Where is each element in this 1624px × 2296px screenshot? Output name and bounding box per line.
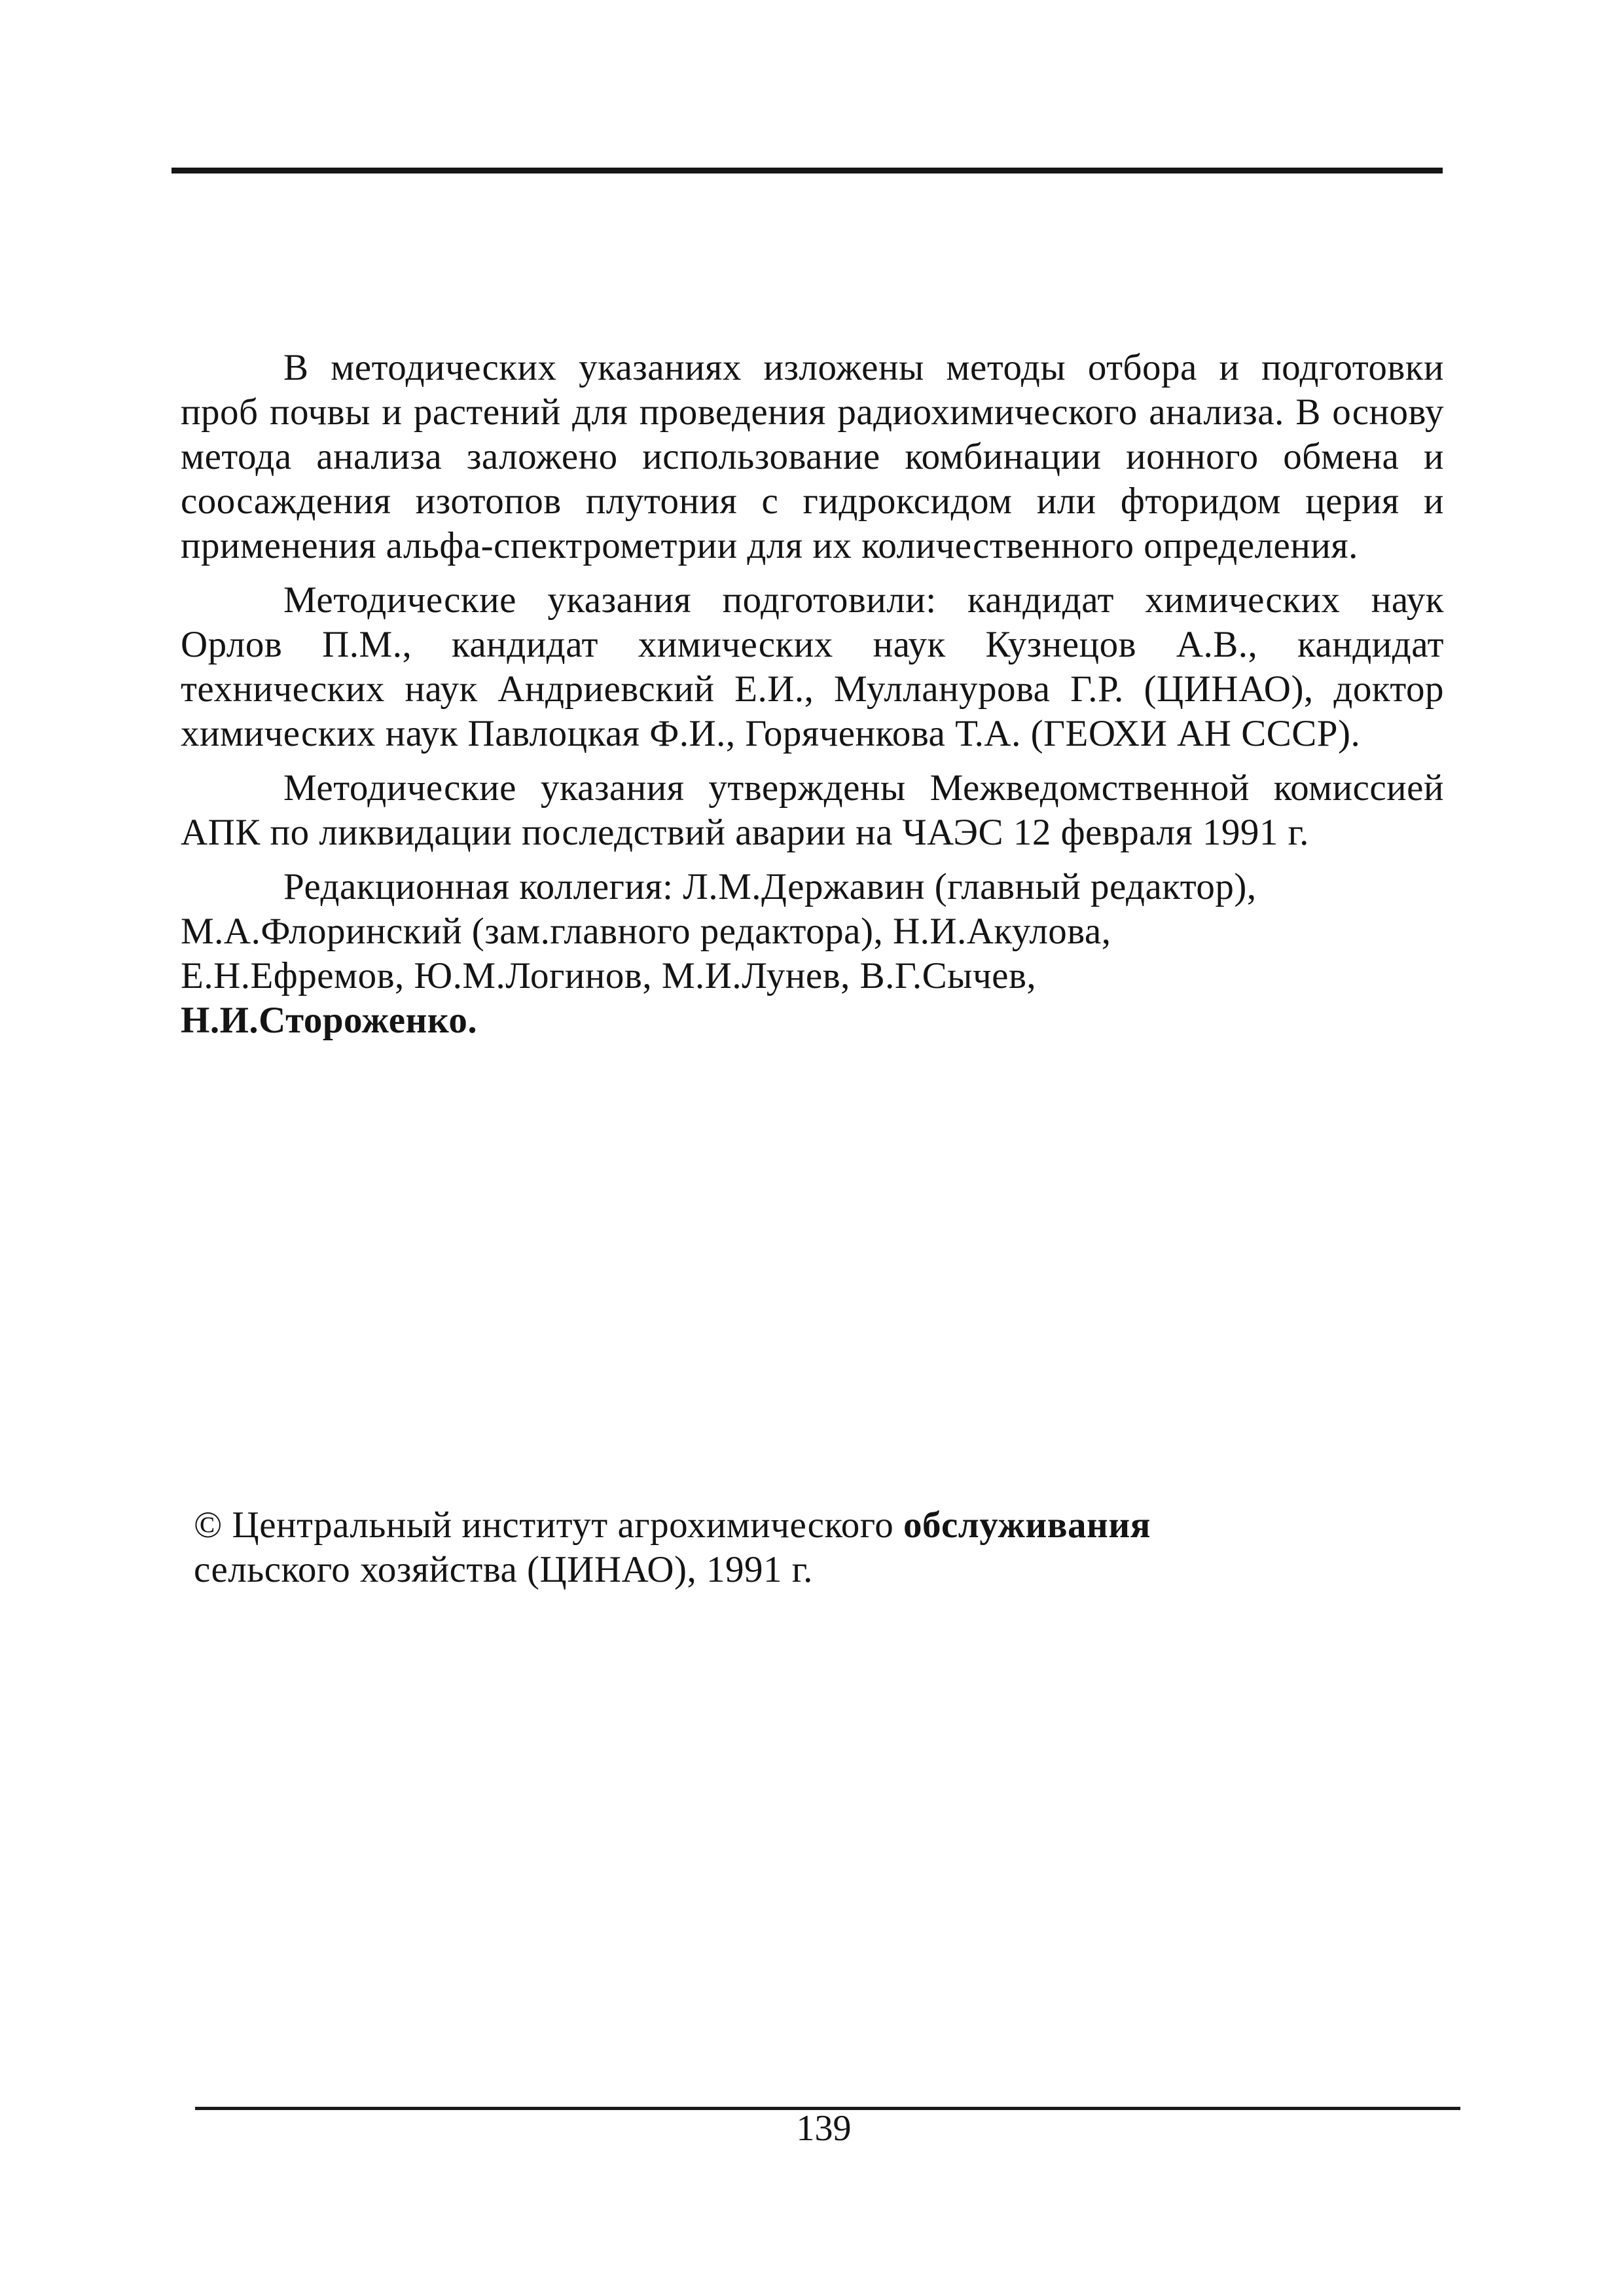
editorial-board-line: Редакционная коллегия: Л.М.Державин (главный редактор),	[283, 866, 1257, 907]
copyright-line: сельского хозяйства (ЦИНАО), 1991 г.	[194, 1549, 813, 1590]
copyright-text-bold: обслуживания	[903, 1504, 1151, 1546]
top-rule	[171, 168, 1443, 173]
copyright-notice	[194, 1503, 1437, 1592]
copyright-line	[194, 1503, 1437, 1548]
copyright-text: © Центральный институт агрохимического	[194, 1504, 903, 1546]
paragraph-authors: Методические указания подготовили: кандидат химических наук Орлов П.М., кандидат химических наук Кузнецов А.В., кандидат технических наук Андриевский Е.И., Мулланурова Г.Р. (ЦИНАО), доктор химических наук Павлоцкая Ф.И., Горяченкова Т.А. (ГЕОХИ АН СССР).	[181, 579, 1444, 754]
main-text	[181, 346, 1444, 1043]
paragraph-description: В методических указаниях изложены методы отбора и подготовки проб почвы и растений для проведения радиохимического анализа. В основу метода анализа заложено использование комбинации ионного обмена и соосаждения изотопов плутония с гидроксидом или фторидом церия и применения альфа-спектрометрии для их количественного определения.	[181, 347, 1444, 566]
editorial-board-line: Е.Н.Ефремов, Ю.М.Логинов, М.И.Лунев, В.Г.Сычев,	[181, 955, 1037, 996]
paragraph-approval: Методические указания утверждены Межведомственной комиссией АПК по ликвидации последствий аварии на ЧАЭС 12 февраля 1991 г.	[181, 767, 1444, 853]
editorial-board-line: Н.И.Стороженко.	[181, 1000, 478, 1041]
editorial-board-line: М.А.Флоринский (зам.главного редактора), Н.И.Акулова,	[181, 911, 1111, 952]
page-number: 139	[796, 2108, 852, 2149]
editorial-board	[181, 865, 1444, 1043]
